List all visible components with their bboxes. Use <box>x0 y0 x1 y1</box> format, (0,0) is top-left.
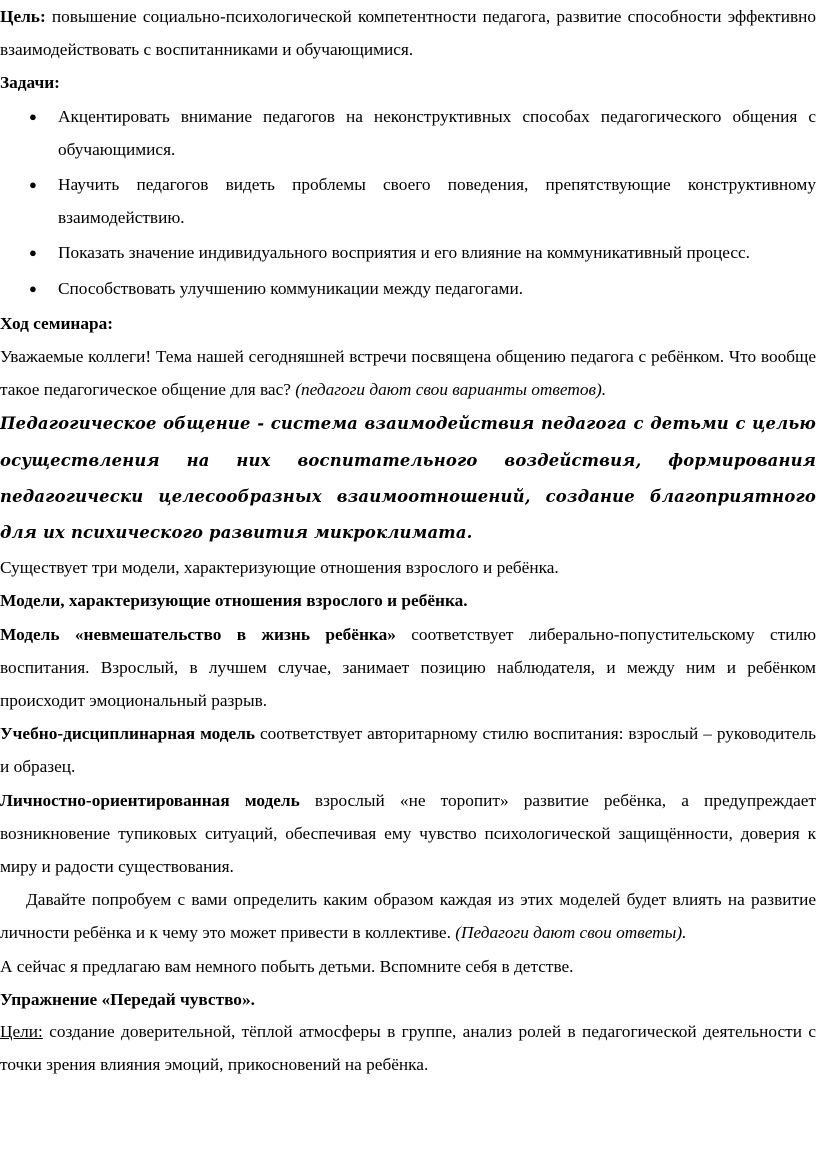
models-heading-text: Модели, характеризующие отношения взрослого и ребёнка. <box>0 591 468 611</box>
goal-paragraph <box>0 0 816 66</box>
model-2-text: соответствует авторитарному стилю воспитания: взрослый – руководитель и образец. <box>0 724 816 777</box>
childhood-paragraph: А сейчас я предлагаю вам немного побыть детьми. Вспомните себя в детстве. <box>0 956 574 976</box>
tasks-heading-text: Задачи: <box>0 73 60 93</box>
model-2-paragraph <box>0 717 816 783</box>
seminar-intro <box>0 340 816 406</box>
seminar-heading-text: Ход семинара: <box>0 313 114 333</box>
list-item <box>29 272 816 305</box>
model-1-text: соответствует либерально-попустительскому стилю воспитания. Взрослый, в лучшем случае, занимает позицию наблюдателя, и между ним и ребёнком происходит эмоциональный разрыв. <box>0 624 816 711</box>
seminar-intro-text: Уважаемые коллеги! Тема нашей сегодняшней встречи посвящена общению педагога с ребёнком. Что вообще такое педагогическое общение для вас? <box>0 347 816 400</box>
bullet-icon: ● <box>29 108 37 124</box>
three-models-paragraph: Существует три модели, характеризующие отношения взрослого и ребёнка. <box>0 558 559 578</box>
models-heading <box>0 584 816 617</box>
exercise-goals-label: Цели: <box>0 1022 43 1042</box>
discussion-note: (Педагоги дают свои ответы). <box>450 923 687 943</box>
tasks-heading <box>0 66 816 99</box>
goal-text: повышение социально-психологической компетентности педагога, развитие способности эффективно взаимодействовать с воспитанниками и обучающимися. <box>0 7 816 60</box>
seminar-heading <box>0 307 816 340</box>
exercise-heading-text: Упражнение «Передай чувство». <box>0 989 255 1009</box>
bullet-icon: ● <box>29 177 37 193</box>
model-3-text: взрослый «не торопит» развитие ребёнка, а предупреждает возникновение тупиковых ситуаций, обеспечивая ему чувство психологической защищённости, доверия к миру и радости существования. <box>0 790 816 877</box>
model-1-paragraph <box>0 618 816 718</box>
discussion-text: Давайте попробуем с вами определить каким образом каждая из этих моделей будет влиять на развитие личности ребёнка и к чему это может привести в коллективе. <box>0 890 816 943</box>
model-3-paragraph <box>0 784 816 884</box>
exercise-heading <box>0 983 816 1016</box>
task-text: Акцентировать внимание педагогов на неконструктивных способах педагогического общения с обучающимися. <box>58 106 816 159</box>
task-text: Способствовать улучшению коммуникации между педагогами. <box>58 278 524 298</box>
tasks-list <box>0 100 816 305</box>
task-text: Показать значение индивидуального восприятия и его влияние на коммуникативный процесс. <box>58 243 751 263</box>
exercise-goals-text: создание доверительной, тёплой атмосферы в группе, анализ ролей в педагогической деятельности с точки зрения влияния эмоций, прикосновений на ребёнка. <box>0 1022 816 1074</box>
seminar-intro-note: (педагоги дают свои варианты ответов). <box>290 380 607 400</box>
list-item <box>29 236 816 269</box>
discussion-paragraph <box>0 883 816 949</box>
model-1-title: Модель «невмешательство в жизнь ребёнка» <box>0 624 396 644</box>
model-2-title: Учебно-дисциплинарная модель <box>0 724 256 744</box>
exercise-goals-paragraph <box>0 1016 816 1081</box>
list-item <box>29 168 816 234</box>
goal-label: Цель: <box>0 7 46 26</box>
list-item <box>29 100 816 166</box>
task-text: Научить педагогов видеть проблемы своего поведения, препятствующие конструктивному взаимодействию. <box>58 175 816 228</box>
bullet-icon: ● <box>29 245 37 261</box>
model-3-title: Личностно-ориентированная модель <box>0 790 300 810</box>
definition-paragraph: Педагогическое общение - система взаимодействия педагога с детьми с целью осуществления на них воспитательного воздействия, формирования педагогически целесообразных взаимоотношений, создание благоприятного для их психического развития микроклимата. <box>0 414 816 543</box>
bullet-icon: ● <box>29 280 37 296</box>
